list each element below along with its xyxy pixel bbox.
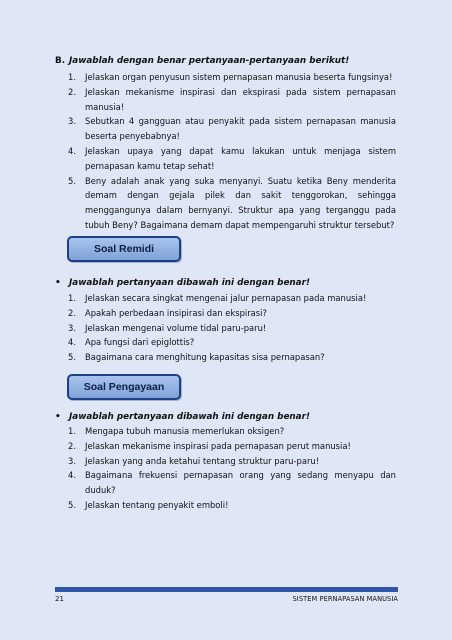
question-text: Jelaskan yang anda ketahui tentang struktur paru-paru! [85, 455, 320, 466]
bullet-icon: • [55, 278, 61, 288]
question-text: Jelaskan upaya yang dapat kamu lakukan untuk menjaga sistem pernapasan kamu tetap sehat! [85, 145, 396, 171]
question-item [68, 468, 396, 498]
bullet-icon: • [55, 412, 61, 422]
section-b-heading-text: Jawablah dengan benar pertanyaan-pertanyaan berikut! [69, 56, 350, 66]
question-number: 2. [68, 307, 76, 318]
question-number: 1. [68, 293, 76, 303]
question-item [68, 335, 396, 350]
question-item [68, 85, 396, 115]
question-text: Jelaskan mengenai volume tidal paru-paru! [85, 322, 267, 333]
question-text: Jelaskan mekanisme inspirasi dan ekspirasi pada sistem pernapasan manusia! [85, 86, 396, 112]
question-text: Apakah perbedaan insipirasi dan ekspirasi? [85, 307, 267, 318]
question-text: Jelaskan mekanisme inspirasi pada pernapasan perut manusia! [85, 440, 351, 451]
question-number: 2. [68, 86, 76, 97]
question-number: 3. [68, 455, 76, 466]
footer-divider [55, 587, 398, 592]
question-item [68, 350, 396, 365]
question-number: 4. [68, 470, 76, 481]
soal-pengayaan-badge: Soal Pengayaan [67, 374, 181, 400]
remidi-question-list [68, 291, 396, 365]
remidi-heading [55, 278, 310, 288]
question-number: 1. [68, 72, 76, 82]
question-item [68, 454, 396, 469]
pengayaan-heading-text: Jawablah pertanyaan dibawah ini dengan benar! [69, 412, 310, 422]
footer-title: SISTEM PERNAPASAN MANUSIA [292, 595, 398, 603]
question-text: Mengapa tubuh manusia memerlukan oksigen? [85, 426, 285, 436]
soal-remidi-badge: Soal Remidi [67, 236, 181, 262]
question-item [68, 498, 396, 513]
question-number: 4. [68, 145, 76, 156]
question-item [68, 306, 396, 321]
question-number: 3. [68, 322, 76, 333]
question-number: 2. [68, 440, 76, 451]
question-item [68, 424, 396, 439]
question-number: 4. [68, 337, 76, 348]
question-item [68, 439, 396, 454]
question-number: 5. [68, 352, 76, 363]
section-b-heading [55, 56, 349, 66]
question-text: Bagaimana cara menghitung kapasitas sisa pernapasan? [85, 352, 325, 363]
question-item [68, 114, 396, 144]
question-item [68, 174, 396, 233]
question-number: 3. [68, 116, 76, 127]
question-number: 5. [68, 499, 76, 510]
section-b-letter: B. [55, 56, 66, 66]
question-text: Jelaskan organ penyusun sistem pernapasan manusia beserta fungsinya! [85, 72, 393, 82]
question-item [68, 70, 396, 85]
question-text: Jelaskan secara singkat mengenai jalur pernapasan pada manusia! [85, 293, 367, 303]
question-text: Jelaskan tentang penyakit emboli! [85, 499, 229, 510]
question-text: Beny adalah anak yang suka menyanyi. Suatu ketika Beny menderita demam dengan gejala pilek dan sakit tenggorokan, sehingga menggangunya dalam bernyanyi. Struktur apa yang terganggu pada tubuh Beny? Bagaimana demam dapat mempengaruhi struktur tersebut? [85, 175, 396, 230]
question-item [68, 321, 396, 336]
question-text: Sebutkan 4 gangguan atau penyakit pada sistem pernapasan manusia beserta penyebabnya! [85, 116, 396, 142]
page-number: 21 [55, 595, 64, 603]
question-item [68, 144, 396, 174]
section-b-question-list [68, 70, 396, 233]
question-item [68, 291, 396, 306]
pengayaan-heading [55, 412, 310, 422]
question-number: 5. [68, 175, 76, 186]
question-text: Apa fungsi dari epiglottis? [85, 337, 195, 348]
pengayaan-question-list [68, 424, 396, 513]
question-text: Bagaimana frekuensi pernapasan orang yang sedang menyapu dan duduk? [85, 470, 396, 496]
remidi-heading-text: Jawablah pertanyaan dibawah ini dengan benar! [69, 278, 310, 288]
question-number: 1. [68, 426, 76, 436]
